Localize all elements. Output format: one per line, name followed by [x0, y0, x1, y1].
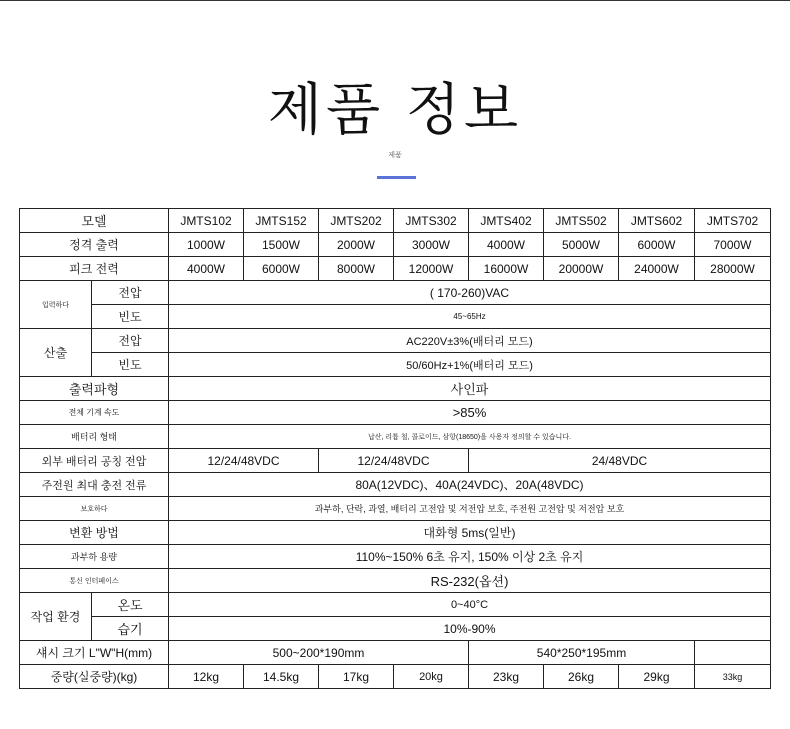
- label-output-voltage: 전압: [92, 329, 169, 353]
- rated-output-cell: 5000W: [544, 233, 619, 257]
- input-voltage-value: ( 170-260)VAC: [169, 281, 771, 305]
- label-input-frequency: 빈도: [92, 305, 169, 329]
- row-protection: [20, 497, 771, 521]
- row-input-frequency: [20, 305, 771, 329]
- max-charge-current-value: 80A(12VDC)、40A(24VDC)、20A(48VDC): [169, 473, 771, 497]
- weight-cell: 12kg: [169, 665, 244, 689]
- model-cell: JMTS102: [169, 209, 244, 233]
- label-ext-battery-voltage: 외부 배터리 공칭 전압: [20, 449, 169, 473]
- peak-power-cell: 4000W: [169, 257, 244, 281]
- label-battery-type: 배터리 형태: [20, 425, 169, 449]
- row-peak-power: [20, 257, 771, 281]
- efficiency-value: >85%: [169, 401, 771, 425]
- model-cell: JMTS702: [695, 209, 771, 233]
- rated-output-cell: 6000W: [619, 233, 695, 257]
- peak-power-cell: 28000W: [695, 257, 771, 281]
- rated-output-cell: 2000W: [319, 233, 394, 257]
- label-peak-power: 피크 전력: [20, 257, 169, 281]
- row-model: [20, 209, 771, 233]
- label-comm-interface: 통신 인터페이스: [20, 569, 169, 593]
- overload-value: 110%~150% 6초 유지, 150% 이상 2초 유지: [169, 545, 771, 569]
- row-output-frequency: [20, 353, 771, 377]
- top-rule: [0, 0, 790, 1]
- model-cell: JMTS152: [244, 209, 319, 233]
- chassis-size-cell: [695, 641, 771, 665]
- chassis-size-cell: 540*250*195mm: [469, 641, 695, 665]
- row-overload: [20, 545, 771, 569]
- label-max-charge-current: 주전원 최대 충전 전류: [20, 473, 169, 497]
- row-transfer-method: [20, 521, 771, 545]
- row-efficiency: [20, 401, 771, 425]
- label-weight: 중량(실중량)(kg): [20, 665, 169, 689]
- ext-battery-voltage-cell: 12/24/48VDC: [319, 449, 469, 473]
- page-subtitle: 제품: [388, 152, 402, 159]
- protection-value: 과부하, 단락, 과열, 배터리 고전압 및 저전압 보호, 주전원 고전압 및 저전압 보호: [169, 497, 771, 521]
- spec-table: [19, 208, 771, 689]
- label-environment: 작업 환경: [20, 593, 92, 641]
- row-temperature: [20, 593, 771, 617]
- comm-interface-value: RS-232(옵션): [169, 569, 771, 593]
- row-rated-output: [20, 233, 771, 257]
- row-humidity: [20, 617, 771, 641]
- label-rated-output: 정격 출력: [20, 233, 169, 257]
- label-efficiency: 전체 기계 속도: [20, 401, 169, 425]
- accent-bar: [377, 176, 416, 179]
- peak-power-cell: 12000W: [394, 257, 469, 281]
- label-output: 산출: [20, 329, 92, 377]
- label-protection: 보호하다: [20, 497, 169, 521]
- peak-power-cell: 24000W: [619, 257, 695, 281]
- row-max-charge-current: [20, 473, 771, 497]
- label-model: 모델: [20, 209, 169, 233]
- row-ext-battery-voltage: [20, 449, 771, 473]
- waveform-value: 사인파: [169, 377, 771, 401]
- weight-cell: 17kg: [319, 665, 394, 689]
- row-output-voltage: [20, 329, 771, 353]
- peak-power-cell: 20000W: [544, 257, 619, 281]
- row-waveform: [20, 377, 771, 401]
- label-transfer-method: 변환 방법: [20, 521, 169, 545]
- page-title: 제품 정보: [267, 78, 523, 143]
- label-waveform: 출력파형: [20, 377, 169, 401]
- peak-power-cell: 16000W: [469, 257, 544, 281]
- ext-battery-voltage-cell: 24/48VDC: [469, 449, 771, 473]
- model-cell: JMTS302: [394, 209, 469, 233]
- label-humidity: 습기: [92, 617, 169, 641]
- model-cell: JMTS402: [469, 209, 544, 233]
- model-cell: JMTS602: [619, 209, 695, 233]
- model-cell: JMTS502: [544, 209, 619, 233]
- rated-output-cell: 1000W: [169, 233, 244, 257]
- label-output-frequency: 빈도: [92, 353, 169, 377]
- weight-cell: 29kg: [619, 665, 695, 689]
- label-input: 입력하다: [20, 281, 92, 329]
- label-chassis-size: 섀시 크기 L"W"H(mm): [20, 641, 169, 665]
- temperature-value: 0~40°C: [169, 593, 771, 617]
- weight-cell: 20kg: [394, 665, 469, 689]
- label-input-voltage: 전압: [92, 281, 169, 305]
- weight-cell: 33kg: [695, 665, 771, 689]
- weight-cell: 23kg: [469, 665, 544, 689]
- ext-battery-voltage-cell: 12/24/48VDC: [169, 449, 319, 473]
- row-weight: [20, 665, 771, 689]
- row-chassis-size: [20, 641, 771, 665]
- rated-output-cell: 7000W: [695, 233, 771, 257]
- input-frequency-value: 45~65Hz: [169, 305, 771, 329]
- peak-power-cell: 6000W: [244, 257, 319, 281]
- rated-output-cell: 4000W: [469, 233, 544, 257]
- row-comm-interface: [20, 569, 771, 593]
- humidity-value: 10%-90%: [169, 617, 771, 641]
- row-input-voltage: [20, 281, 771, 305]
- row-battery-type: [20, 425, 771, 449]
- rated-output-cell: 3000W: [394, 233, 469, 257]
- label-temperature: 온도: [92, 593, 169, 617]
- chassis-size-cell: 500~200*190mm: [169, 641, 469, 665]
- label-overload: 과부하 용량: [20, 545, 169, 569]
- weight-cell: 26kg: [544, 665, 619, 689]
- transfer-method-value: 대화형 5ms(일반): [169, 521, 771, 545]
- battery-type-value: 납산, 리튬 철, 콜로이드, 삼항(18650)을 사용자 정의할 수 있습니다.: [169, 425, 771, 449]
- peak-power-cell: 8000W: [319, 257, 394, 281]
- model-cell: JMTS202: [319, 209, 394, 233]
- output-voltage-value: AC220V±3%(배터리 모드): [169, 329, 771, 353]
- weight-cell: 14.5kg: [244, 665, 319, 689]
- rated-output-cell: 1500W: [244, 233, 319, 257]
- output-frequency-value: 50/60Hz+1%(배터리 모드): [169, 353, 771, 377]
